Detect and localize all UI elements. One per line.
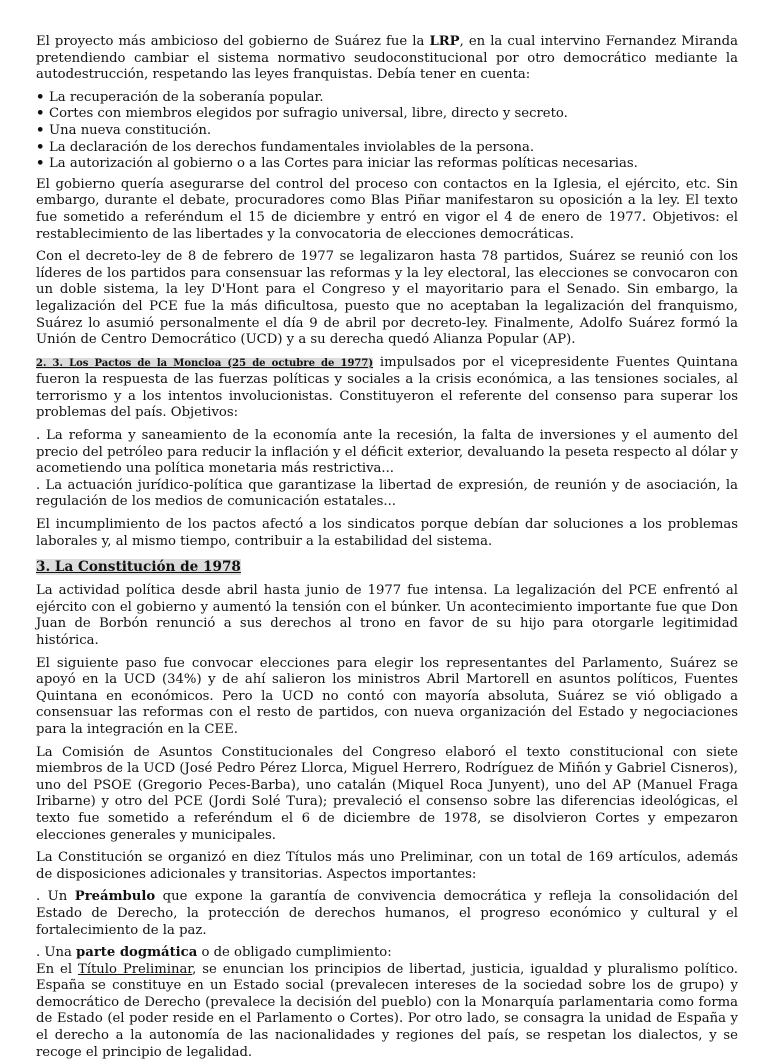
section-heading: 3. La Constitución de 1978: [36, 559, 241, 576]
intro-paragraph: [36, 34, 738, 84]
political-activity-paragraph: La actividad política desde abril hasta junio de 1977 fue intensa. La legalización del PCE enfrentó al ejército con el gobierno y aumentó la tensión con el búnker. Un acontecimiento importante fue que Don Juan de Borbón renunció a sus derechos al trono en favor de su hijo para otorgarle legitimidad histórica.: [36, 583, 738, 648]
objective-legal: . La actuación jurídico-política que garantizase la libertad de expresión, de reunión y de asociación, la regulación de los medios de comunicación estatales...: [36, 477, 738, 510]
decree-paragraph: Con el decreto-ley de 8 de febrero de 1977 se legalizaron hasta 78 partidos, Suárez se reunió con los líderes de los partidos para consensuar las reformas y la ley electoral, las elecciones se convocaron con un doble sistema, la ley D'Hont para el Congreso y el mayoritario para el Senado. Sin embargo, la legalización del PCE fue la más dificultosa, puesto que no aceptaban la legalización del franquismo, Suárez lo asumió personalmente el día 9 de abril por decreto-ley. Finalmente, Adolfo Suárez formó la Unión de Centro Democrático (UCD) y a su derecha quedó Alianza Popular (AP).: [36, 249, 738, 348]
preamble-prefix: . Un: [36, 889, 75, 905]
preamble-text: que expone la garantía de convivencia democrática y refleja la consolidación del Estado de Derecho, la protección de derechos humanos, el progreso económico y cultural y el fortalecimiento de la paz.: [36, 889, 739, 938]
intro-text: El proyecto más ambicioso del gobierno de Suárez fue la: [36, 34, 430, 49]
titulo-preliminar-term: Título Preliminar: [77, 961, 193, 977]
intro-text-cont: , en la cual intervino Fernandez Miranda pretendiendo cambiar el sistema normativo seudoconstitucional por otro democrático mediante la autodestrucción, respetando las leyes franquistas. Debía tener en cuenta:: [36, 34, 738, 83]
preamble-term: Preámbulo: [74, 889, 156, 905]
list-item: • La autorización al gobierno o a las Cortes para iniciar las reformas políticas necesarias.: [36, 156, 738, 173]
objective-economic: . La reforma y saneamiento de la economía ante la recesión, la falta de inversiones y el aumento del precio del petróleo para reducir la inflación y el déficit exterior, devaluando la peseta respecto al dólar y acometiendo una política monetaria más restrictiva...: [36, 428, 738, 477]
dogmatic-term: parte dogmática: [76, 945, 198, 961]
requirements-list: [36, 90, 738, 173]
titulo-preliminar-text: , se enuncian los principios de libertad, justicia, igualdad y pluralismo político. España se constituye en un Estado social (prevalecen intereses de la sociedad sobre los de grupo) y democrático de Derecho (prevalece la decisión del pueblo) con la Monarquía parlamentaria como forma de Estado (el poder reside en el Parlamento o Cortes). Por otro lado, se consagra la unidad de España y el derecho a la autonomía de las nacionalidades y regiones del país, se respetan los dialectos, y se recoge el principio de legalidad.: [36, 961, 738, 1060]
pactos-paragraph: [36, 355, 738, 422]
title-prefix: En el: [36, 961, 78, 977]
lrp-term: LRP: [429, 34, 460, 49]
commission-paragraph: La Comisión de Asuntos Constitucionales del Congreso elaboró el texto constitucional con siete miembros de la UCD (José Pedro Pérez Llorca, Miguel Herrero, Rodríguez de Miñón y Gabriel Cisneros), uno del PSOE (Gregorio Peces-Barba), uno catalán (Miquel Roca Junyent), uno del AP (Manuel Fraga Iribarne) y otro del PCE (Jordi Solé Tura); prevaleció el consenso sobre las diferencias ideológicas, el texto fue sometido a referéndum el 6 de diciembre de 1978, se disolvieron Cortes y empezaron elecciones generales y municipales.: [36, 744, 738, 843]
dogmatic-text: o de obligado cumplimiento:: [197, 945, 392, 961]
elections-paragraph: El siguiente paso fue convocar elecciones para elegir los representantes del Parlamento, Suárez se apoyó en la UCD (34%) y de ahí salieron los ministros Abril Martorell en asuntos políticos, Fuentes Quintana en económicos. Pero la UCD no contó con mayoría absoluta, Suárez se vió obligado a consensuar las reformas con el resto de partidos, con nueva organización del Estado y negociaciones para la integración en la CEE.: [36, 655, 738, 737]
list-item: • Una nueva constitución.: [36, 123, 738, 140]
pactos-heading: 2. 3. Los Pactos de la Moncloa (25 de octubre de 1977): [36, 357, 374, 369]
list-item: • Cortes con miembros elegidos por sufragio universal, libre, directo y secreto.: [36, 106, 738, 123]
dogmatic-prefix: . Una: [36, 945, 77, 961]
preamble-paragraph: [36, 889, 738, 939]
list-item: • La declaración de los derechos fundamentales inviolables de la persona.: [36, 140, 738, 157]
pactos-consequence-paragraph: El incumplimiento de los pactos afectó a los sindicatos porque debían dar soluciones a los problemas laborales y, al mismo tiempo, contribuir a la estabilidad del sistema.: [36, 517, 738, 549]
organization-paragraph: La Constitución se organizó en diez Títulos más uno Preliminar, con un total de 169 artículos, además de disposiciones adicionales y transitorias. Aspectos importantes:: [36, 850, 738, 882]
list-item: • La recuperación de la soberanía popular.: [36, 90, 738, 107]
pactos-text: impulsados por el vicepresidente Fuentes Quintana fueron la respuesta de las fuerzas políticas y sociales a la crisis económica, a las tensiones sociales, al terrorismo y a los intentos involucionistas. Constituyeron el referente del consenso para superar los problemas del país. Objetivos:: [36, 354, 738, 421]
control-paragraph: El gobierno quería asegurarse del control del proceso con contactos en la Iglesia, el ejército, etc. Sin embargo, durante el debate, procuradores como Blas Piñar manifestaron su oposición a la ley. El texto fue sometido a referéndum el 15 de diciembre y entró en vigor el 4 de enero de 1977. Objetivos: el restablecimiento de las libertades y la convocatoria de elecciones democráticas.: [36, 176, 738, 242]
dogmatic-paragraph: [36, 945, 738, 1061]
